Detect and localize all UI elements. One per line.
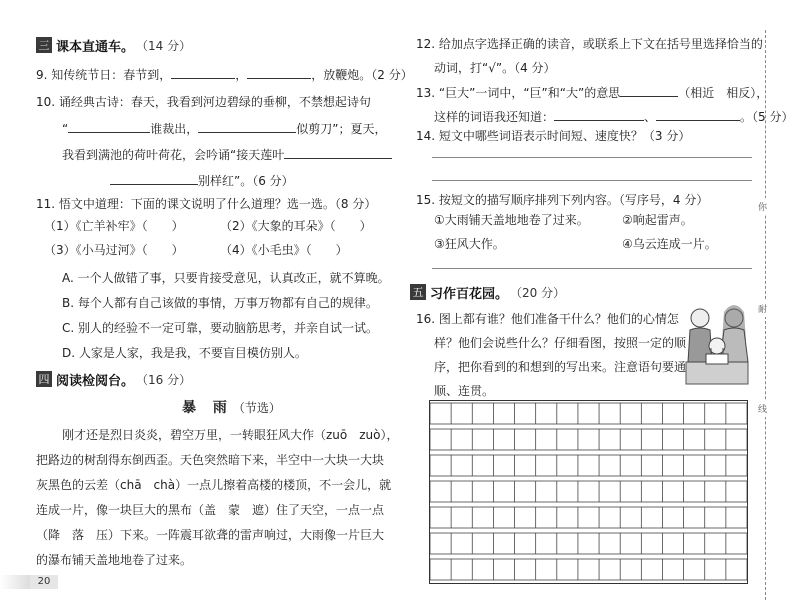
question-9: 9. 知传统节日：春节到， ， ，放鞭炮。（2 分） — [36, 68, 413, 82]
q16-line: 序，把你看到的和想到的写出来。注意语句要通 — [434, 360, 687, 374]
grid-row[interactable] — [430, 429, 747, 450]
section-3-header — [36, 36, 191, 54]
passage-line: 灰黑色的云差（chā chà）一点儿擦着高楼的楼顶，不一会儿，就 — [36, 478, 392, 492]
section-5-header — [410, 283, 565, 301]
family-illustration — [682, 300, 752, 390]
q15-item-4: ④乌云连成一片。 — [622, 237, 717, 251]
section-number: 五 — [410, 284, 426, 300]
passage-line: 的瀑布铺天盖地地卷了过来。 — [36, 553, 193, 567]
grid-row[interactable] — [430, 403, 747, 424]
q16-line: 顺、连贯。 — [434, 384, 495, 398]
grid-row[interactable] — [430, 455, 747, 476]
answer-blank[interactable] — [656, 108, 740, 121]
q11-choice-d: D. 人家是人家，我是我，不要盲目模仿别人。 — [62, 346, 307, 360]
page-number-bar — [0, 575, 30, 589]
question-15-stem: 15. 按短文的描写顺序排列下列内容。（写序号，4 分） — [416, 193, 709, 207]
section-title: 课本直通车。 — [56, 39, 135, 55]
answer-line[interactable] — [432, 157, 752, 158]
answer-blank[interactable] — [554, 108, 644, 121]
q11-choice-a: A. 一个人做错了事，只要肯接受意见，认真改正，就不算晚。 — [62, 271, 390, 285]
section-number: 三 — [36, 37, 52, 53]
q11-choice-c: C. 别人的经验不一定可靠，要动脑筋思考，并亲自试一试。 — [62, 321, 379, 335]
answer-line[interactable] — [432, 180, 752, 181]
q11-option-2[interactable]: （2）《大象的耳朵》（ ） — [220, 219, 372, 233]
question-10-line-4: 别样红”。（6 分） — [110, 172, 294, 189]
question-12-line-1: 12. 给加点字选择正确的读音，或联系上下文在括号里选择恰当的 — [416, 37, 763, 51]
question-10-line-1: 10. 诵经典古诗：春天，我看到河边碧绿的垂柳，不禁想起诗句 — [36, 95, 371, 109]
question-14: 14. 短文中哪些词语表示时间短、速度快？（3 分） — [416, 129, 691, 143]
passage-line: 连成一片，像一块巨大的黑布（盖 蒙 遮）住了天空，一点一点 — [36, 503, 385, 517]
composition-grid[interactable] — [429, 400, 748, 584]
passage-title: 暴 雨 — [182, 400, 233, 416]
passage-subtitle: （节选） — [232, 401, 281, 415]
section-points: （20 分） — [510, 285, 566, 300]
side-label: 你 — [758, 198, 767, 215]
section-4-header — [36, 370, 191, 388]
passage-heading — [182, 400, 281, 416]
section-points: （16 分） — [136, 372, 192, 387]
question-11-stem: 11. 悟文中道理：下面的课文说明了什么道理？选一选。（8 分） — [36, 197, 377, 211]
grid-row[interactable] — [430, 533, 747, 554]
question-10-line-2: “ 谁裁出， 似剪刀”；夏天， — [62, 122, 387, 136]
side-label: 线 — [758, 400, 767, 417]
passage-line: 刚才还是烈日炎炎，碧空万里，一转眼狂风大作（zuō zuò）， — [62, 428, 399, 442]
q15-item-3: ③狂风大作。 — [434, 237, 505, 251]
q16-line: 16. 图上都有谁？他们准备干什么？他们的心情怎 — [416, 312, 679, 326]
answer-blank[interactable] — [620, 84, 678, 97]
q11-option-4[interactable]: （4）《小毛虫》（ ） — [220, 243, 348, 257]
q11-option-3[interactable]: （3）《小马过河》（ ） — [44, 243, 184, 257]
answer-blank[interactable] — [247, 66, 311, 79]
question-10-line-3: 我看到满池的荷叶荷花，会吟诵“接天莲叶 — [62, 146, 392, 163]
section-title: 阅读检阅台。 — [56, 373, 135, 389]
answer-blank[interactable] — [68, 120, 150, 133]
grid-row[interactable] — [430, 481, 747, 502]
grid-row[interactable] — [430, 507, 747, 528]
passage-line: （降 落 压）下来。一阵震耳欲聋的雷声响过，大雨像一片巨大 — [36, 528, 385, 542]
answer-blank[interactable] — [198, 120, 296, 133]
answer-blank[interactable] — [110, 172, 198, 185]
cake-shape — [706, 354, 728, 364]
section-points: （14 分） — [136, 38, 192, 53]
side-label: 耐 — [758, 300, 767, 317]
q11-option-1[interactable]: （1）《亡羊补牢》（ ） — [44, 219, 184, 233]
question-13-line-2: 这样的词语我还知道： 、 。（5 分） — [434, 110, 794, 124]
answer-blank[interactable] — [171, 66, 235, 79]
question-12-line-2: 动词，打“√”。（4 分） — [434, 61, 556, 75]
section-title: 习作百花园。 — [430, 286, 509, 302]
q15-item-1: ①大雨铺天盖地地卷了过来。 — [434, 213, 589, 227]
passage-line: 把路边的树刮得东倒西歪。天色突然暗下来，半空中一大块一大块 — [36, 453, 385, 467]
q11-choice-b: B. 每个人都有自己该做的事情，万事万物都有自己的规律。 — [62, 296, 378, 310]
table-shape — [686, 362, 748, 384]
answer-blank[interactable] — [284, 146, 392, 159]
page-number: 20 — [30, 575, 58, 589]
answer-line[interactable] — [432, 268, 752, 269]
question-13-line-1: 13. “巨大”一词中，“巨”和“大”的意思 （相近 相反）， — [416, 86, 769, 100]
section-number: 四 — [36, 371, 52, 387]
father-figure — [691, 309, 709, 327]
q16-line: 样？他们会说些什么？仔细看图，按照一定的顺 — [434, 336, 687, 350]
grid-row[interactable] — [430, 559, 747, 580]
q15-item-2: ②响起雷声。 — [622, 213, 693, 227]
